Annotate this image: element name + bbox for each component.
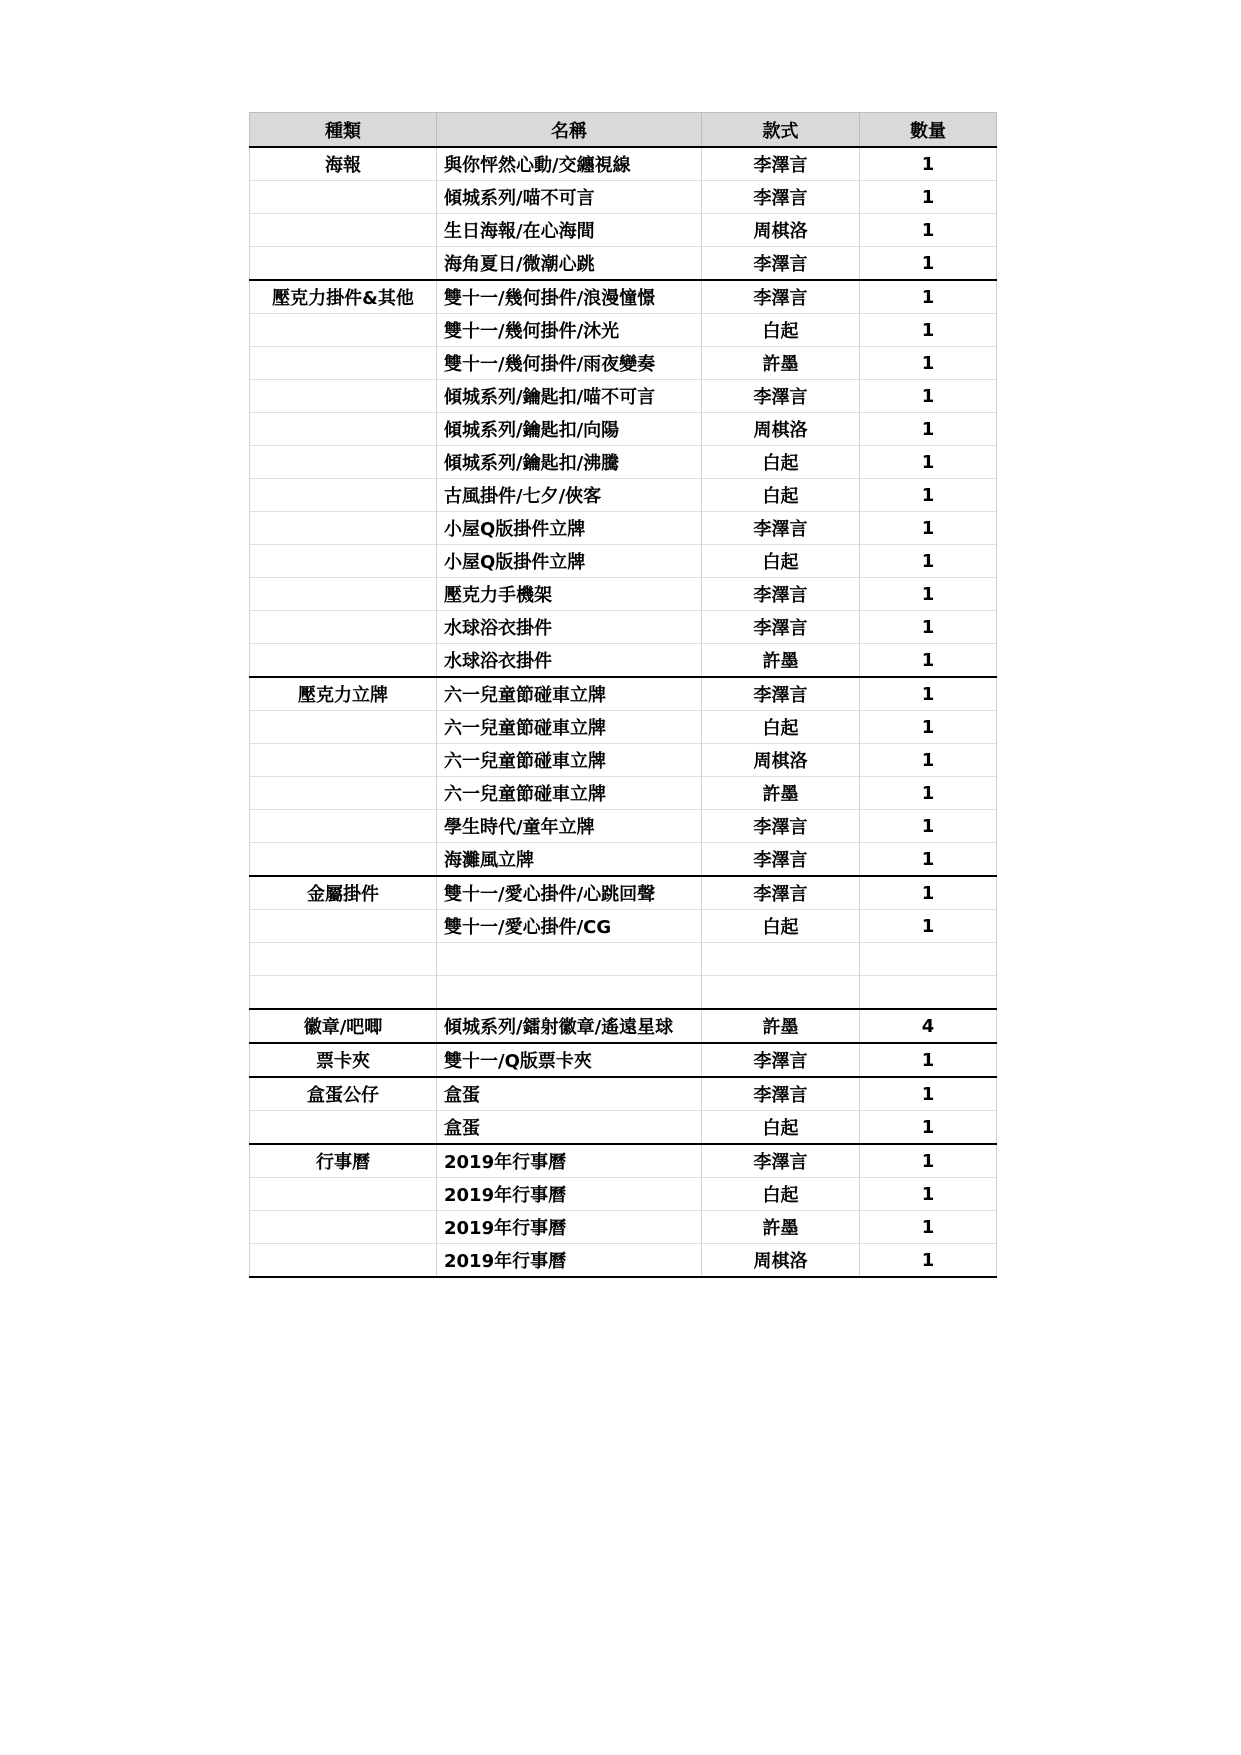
table-row [250, 611, 997, 644]
inventory-table [249, 112, 997, 1278]
table-row [250, 644, 997, 678]
header-category: 種類 [250, 113, 437, 148]
table-row [250, 545, 997, 578]
quantity-cell: 1 [860, 644, 997, 678]
table-row [250, 843, 997, 877]
category-cell [250, 446, 437, 479]
quantity-cell: 1 [860, 512, 997, 545]
category-cell: 行事曆 [250, 1144, 437, 1178]
table-row [250, 1009, 997, 1043]
table-row [250, 181, 997, 214]
name-cell: 雙十一/幾何掛件/雨夜變奏 [437, 347, 702, 380]
style-cell: 李澤言 [702, 247, 860, 281]
category-cell: 票卡夾 [250, 1043, 437, 1077]
style-cell: 白起 [702, 1178, 860, 1211]
table-row [250, 446, 997, 479]
category-cell [250, 744, 437, 777]
name-cell: 雙十一/幾何掛件/沐光 [437, 314, 702, 347]
header-quantity: 數量 [860, 113, 997, 148]
style-cell: 李澤言 [702, 147, 860, 181]
name-cell [437, 976, 702, 1010]
style-cell: 許墨 [702, 347, 860, 380]
quantity-cell: 1 [860, 247, 997, 281]
style-cell: 許墨 [702, 777, 860, 810]
category-cell [250, 479, 437, 512]
table-row [250, 1244, 997, 1278]
category-cell: 盒蛋公仔 [250, 1077, 437, 1111]
category-cell [250, 347, 437, 380]
table-header [250, 113, 997, 148]
category-cell [250, 810, 437, 843]
category-cell [250, 943, 437, 976]
name-cell: 壓克力手機架 [437, 578, 702, 611]
quantity-cell: 1 [860, 711, 997, 744]
style-cell: 李澤言 [702, 512, 860, 545]
name-cell: 水球浴衣掛件 [437, 611, 702, 644]
table-row [250, 943, 997, 976]
style-cell: 李澤言 [702, 578, 860, 611]
style-cell: 許墨 [702, 1211, 860, 1244]
category-cell [250, 545, 437, 578]
quantity-cell: 1 [860, 280, 997, 314]
category-cell: 壓克力掛件&其他 [250, 280, 437, 314]
table-body [250, 147, 997, 1277]
table-row [250, 314, 997, 347]
category-cell [250, 512, 437, 545]
style-cell: 周棋洛 [702, 214, 860, 247]
style-cell: 李澤言 [702, 611, 860, 644]
category-cell [250, 1178, 437, 1211]
name-cell: 2019年行事曆 [437, 1178, 702, 1211]
name-cell: 傾城系列/鑰匙扣/沸騰 [437, 446, 702, 479]
name-cell: 海角夏日/微潮心跳 [437, 247, 702, 281]
style-cell: 白起 [702, 545, 860, 578]
name-cell: 六一兒童節碰車立牌 [437, 777, 702, 810]
category-cell [250, 214, 437, 247]
category-cell: 壓克力立牌 [250, 677, 437, 711]
quantity-cell: 1 [860, 413, 997, 446]
category-cell [250, 1111, 437, 1145]
quantity-cell: 1 [860, 347, 997, 380]
style-cell: 李澤言 [702, 843, 860, 877]
name-cell: 海灘風立牌 [437, 843, 702, 877]
category-cell [250, 777, 437, 810]
table-row [250, 1111, 997, 1145]
style-cell: 李澤言 [702, 810, 860, 843]
quantity-cell [860, 976, 997, 1010]
table-row [250, 711, 997, 744]
category-cell [250, 1244, 437, 1278]
category-cell [250, 611, 437, 644]
name-cell: 2019年行事曆 [437, 1244, 702, 1278]
style-cell: 李澤言 [702, 380, 860, 413]
category-cell [250, 413, 437, 446]
name-cell: 小屋Q版掛件立牌 [437, 512, 702, 545]
table-row [250, 479, 997, 512]
quantity-cell: 1 [860, 876, 997, 910]
name-cell: 雙十一/愛心掛件/心跳回聲 [437, 876, 702, 910]
table-row [250, 1211, 997, 1244]
style-cell: 李澤言 [702, 677, 860, 711]
name-cell: 與你怦然心動/交纏視線 [437, 147, 702, 181]
table-row [250, 1178, 997, 1211]
category-cell [250, 247, 437, 281]
name-cell: 學生時代/童年立牌 [437, 810, 702, 843]
quantity-cell: 1 [860, 1178, 997, 1211]
table-row [250, 380, 997, 413]
name-cell: 六一兒童節碰車立牌 [437, 677, 702, 711]
quantity-cell: 1 [860, 181, 997, 214]
style-cell: 李澤言 [702, 1043, 860, 1077]
style-cell: 李澤言 [702, 181, 860, 214]
quantity-cell: 1 [860, 545, 997, 578]
name-cell: 2019年行事曆 [437, 1211, 702, 1244]
style-cell: 周棋洛 [702, 1244, 860, 1278]
style-cell: 白起 [702, 446, 860, 479]
category-cell [250, 843, 437, 877]
style-cell: 許墨 [702, 1009, 860, 1043]
style-cell [702, 976, 860, 1010]
name-cell: 生日海報/在心海間 [437, 214, 702, 247]
name-cell: 水球浴衣掛件 [437, 644, 702, 678]
quantity-cell: 1 [860, 479, 997, 512]
style-cell: 李澤言 [702, 280, 860, 314]
category-cell [250, 644, 437, 678]
quantity-cell: 1 [860, 214, 997, 247]
style-cell: 周棋洛 [702, 413, 860, 446]
table-row [250, 1077, 997, 1111]
quantity-cell: 1 [860, 147, 997, 181]
table-row [250, 147, 997, 181]
name-cell: 2019年行事曆 [437, 1144, 702, 1178]
table-row [250, 347, 997, 380]
table-row [250, 247, 997, 281]
category-cell [250, 1211, 437, 1244]
style-cell: 白起 [702, 479, 860, 512]
quantity-cell: 1 [860, 1144, 997, 1178]
quantity-cell: 1 [860, 810, 997, 843]
header-name: 名稱 [437, 113, 702, 148]
name-cell: 六一兒童節碰車立牌 [437, 744, 702, 777]
category-cell: 海報 [250, 147, 437, 181]
name-cell: 雙十一/愛心掛件/CG [437, 910, 702, 943]
table-row [250, 1043, 997, 1077]
table-row [250, 910, 997, 943]
quantity-cell: 1 [860, 777, 997, 810]
style-cell: 白起 [702, 711, 860, 744]
table-row [250, 976, 997, 1010]
name-cell: 傾城系列/鑰匙扣/向陽 [437, 413, 702, 446]
quantity-cell: 1 [860, 1077, 997, 1111]
quantity-cell: 1 [860, 1244, 997, 1278]
category-cell [250, 314, 437, 347]
category-cell [250, 578, 437, 611]
category-cell [250, 910, 437, 943]
style-cell: 白起 [702, 1111, 860, 1145]
style-cell: 白起 [702, 314, 860, 347]
quantity-cell: 1 [860, 578, 997, 611]
table-row [250, 744, 997, 777]
category-cell [250, 711, 437, 744]
name-cell: 傾城系列/鐳射徽章/遙遠星球 [437, 1009, 702, 1043]
name-cell: 小屋Q版掛件立牌 [437, 545, 702, 578]
table-row [250, 1144, 997, 1178]
quantity-cell: 4 [860, 1009, 997, 1043]
table-row [250, 578, 997, 611]
style-cell [702, 943, 860, 976]
name-cell [437, 943, 702, 976]
name-cell: 六一兒童節碰車立牌 [437, 711, 702, 744]
name-cell: 盒蛋 [437, 1077, 702, 1111]
quantity-cell: 1 [860, 380, 997, 413]
table-row [250, 512, 997, 545]
name-cell: 盒蛋 [437, 1111, 702, 1145]
table-row [250, 876, 997, 910]
style-cell: 李澤言 [702, 876, 860, 910]
category-cell [250, 976, 437, 1010]
name-cell: 傾城系列/鑰匙扣/喵不可言 [437, 380, 702, 413]
name-cell: 傾城系列/喵不可言 [437, 181, 702, 214]
name-cell: 古風掛件/七夕/俠客 [437, 479, 702, 512]
table-row [250, 677, 997, 711]
table-row [250, 214, 997, 247]
quantity-cell: 1 [860, 611, 997, 644]
table-row [250, 280, 997, 314]
style-cell: 周棋洛 [702, 744, 860, 777]
name-cell: 雙十一/幾何掛件/浪漫憧憬 [437, 280, 702, 314]
table-row [250, 810, 997, 843]
style-cell: 李澤言 [702, 1077, 860, 1111]
header-style: 款式 [702, 113, 860, 148]
quantity-cell: 1 [860, 677, 997, 711]
quantity-cell: 1 [860, 1211, 997, 1244]
quantity-cell: 1 [860, 314, 997, 347]
category-cell: 金屬掛件 [250, 876, 437, 910]
quantity-cell: 1 [860, 1043, 997, 1077]
quantity-cell: 1 [860, 843, 997, 877]
quantity-cell: 1 [860, 744, 997, 777]
style-cell: 李澤言 [702, 1144, 860, 1178]
category-cell: 徽章/吧唧 [250, 1009, 437, 1043]
quantity-cell [860, 943, 997, 976]
quantity-cell: 1 [860, 910, 997, 943]
style-cell: 許墨 [702, 644, 860, 678]
category-cell [250, 181, 437, 214]
style-cell: 白起 [702, 910, 860, 943]
header-row [250, 113, 997, 148]
quantity-cell: 1 [860, 446, 997, 479]
name-cell: 雙十一/Q版票卡夾 [437, 1043, 702, 1077]
table-row [250, 777, 997, 810]
table-row [250, 413, 997, 446]
quantity-cell: 1 [860, 1111, 997, 1145]
category-cell [250, 380, 437, 413]
